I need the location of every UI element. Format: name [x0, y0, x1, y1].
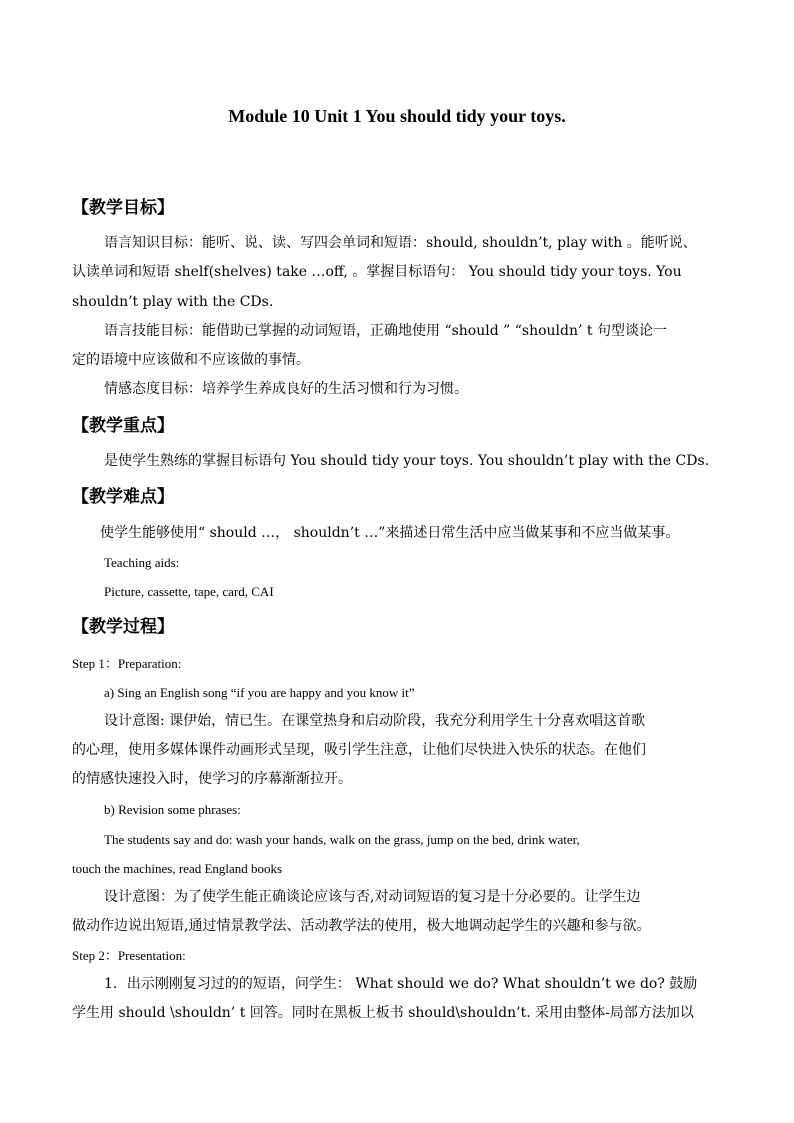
- revision-phrases-line-2: touch the machines, read England books: [72, 861, 283, 876]
- page-title: Module 10 Unit 1 You should tidy your toys.: [228, 106, 566, 126]
- objectives-line-3: shouldn’t play with the CDs.: [72, 294, 274, 310]
- step-1-heading: Step 1：Preparation:: [72, 656, 182, 671]
- objectives-line-4: 语言技能目标：能借助已掌握的动词短语，正确地使用 “should ” “shouldn’ t 句型谈论一: [104, 323, 667, 339]
- design-intent-b-line-2: 做动作边说出短语,通过情景教学法、活动教学法的使用，极大地调动起学生的兴趣和参与欲。: [72, 918, 651, 934]
- objectives-line-5: 定的语境中应该做和不应该做的事情。: [72, 352, 310, 368]
- presentation-line-1: 1．出示刚刚复习过的的短语，问学生： What should we do? What shouldn’t we do? 鼓励: [104, 976, 698, 992]
- teaching-aids-list: Picture, cassette, tape, card, CAI: [104, 584, 274, 599]
- design-intent-a-line-1: 设计意图: 课伊始，情已生。在课堂热身和启动阶段，我充分利用学生十分喜欢唱这首歌: [104, 713, 646, 729]
- revision-phrases-line-1: The students say and do: wash your hands, walk on the grass, jump on the bed, drink water,: [104, 832, 580, 847]
- objectives-line-1: 语言知识目标：能听、说、读、写四会单词和短语：should, shouldn’t, play with 。能听说、: [104, 235, 697, 251]
- section-heading-objectives: 【教学目标】: [72, 198, 174, 218]
- objectives-line-6: 情感态度目标：培养学生养成良好的生活习惯和行为习惯。: [104, 381, 468, 397]
- presentation-line-2: 学生用 should \shouldn’ t 回答。同时在黑板上板书 should\shouldn’t. 采用由整体-局部方法加以: [72, 1005, 694, 1021]
- difficulties-line-1: 使学生能够使用“ should …， shouldn’t …”来描述日常生活中应当做某事和不应当做某事。: [100, 525, 680, 541]
- step-2-heading: Step 2：Presentation:: [72, 948, 186, 963]
- step-1-item-a: a) Sing an English song “if you are happy and you know it”: [104, 685, 415, 700]
- key-points-line-1: 是使学生熟练的掌握目标语句 You should tidy your toys. You shouldn’t play with the CDs.: [104, 453, 710, 469]
- objectives-line-2: 认读单词和短语 shelf(shelves) take …off, 。掌握目标语句： You should tidy your toys. You: [72, 264, 682, 280]
- section-heading-difficulties: 【教学难点】: [72, 487, 174, 507]
- step-1-item-b: b) Revision some phrases:: [104, 802, 241, 817]
- teaching-aids-label: Teaching aids:: [104, 555, 180, 570]
- design-intent-a-line-2: 的心理，使用多媒体课件动画形式呈现，吸引学生注意，让他们尽快进入快乐的状态。在他们: [72, 742, 646, 758]
- design-intent-a-line-3: 的情感快速投入时，使学习的序幕渐渐拉开。: [72, 771, 352, 787]
- section-heading-process: 【教学过程】: [72, 617, 174, 637]
- design-intent-b-line-1: 设计意图：为了使学生能正确谈论应该与否,对动词短语的复习是十分必要的。让学生边: [104, 889, 641, 905]
- section-heading-key-points: 【教学重点】: [72, 416, 174, 436]
